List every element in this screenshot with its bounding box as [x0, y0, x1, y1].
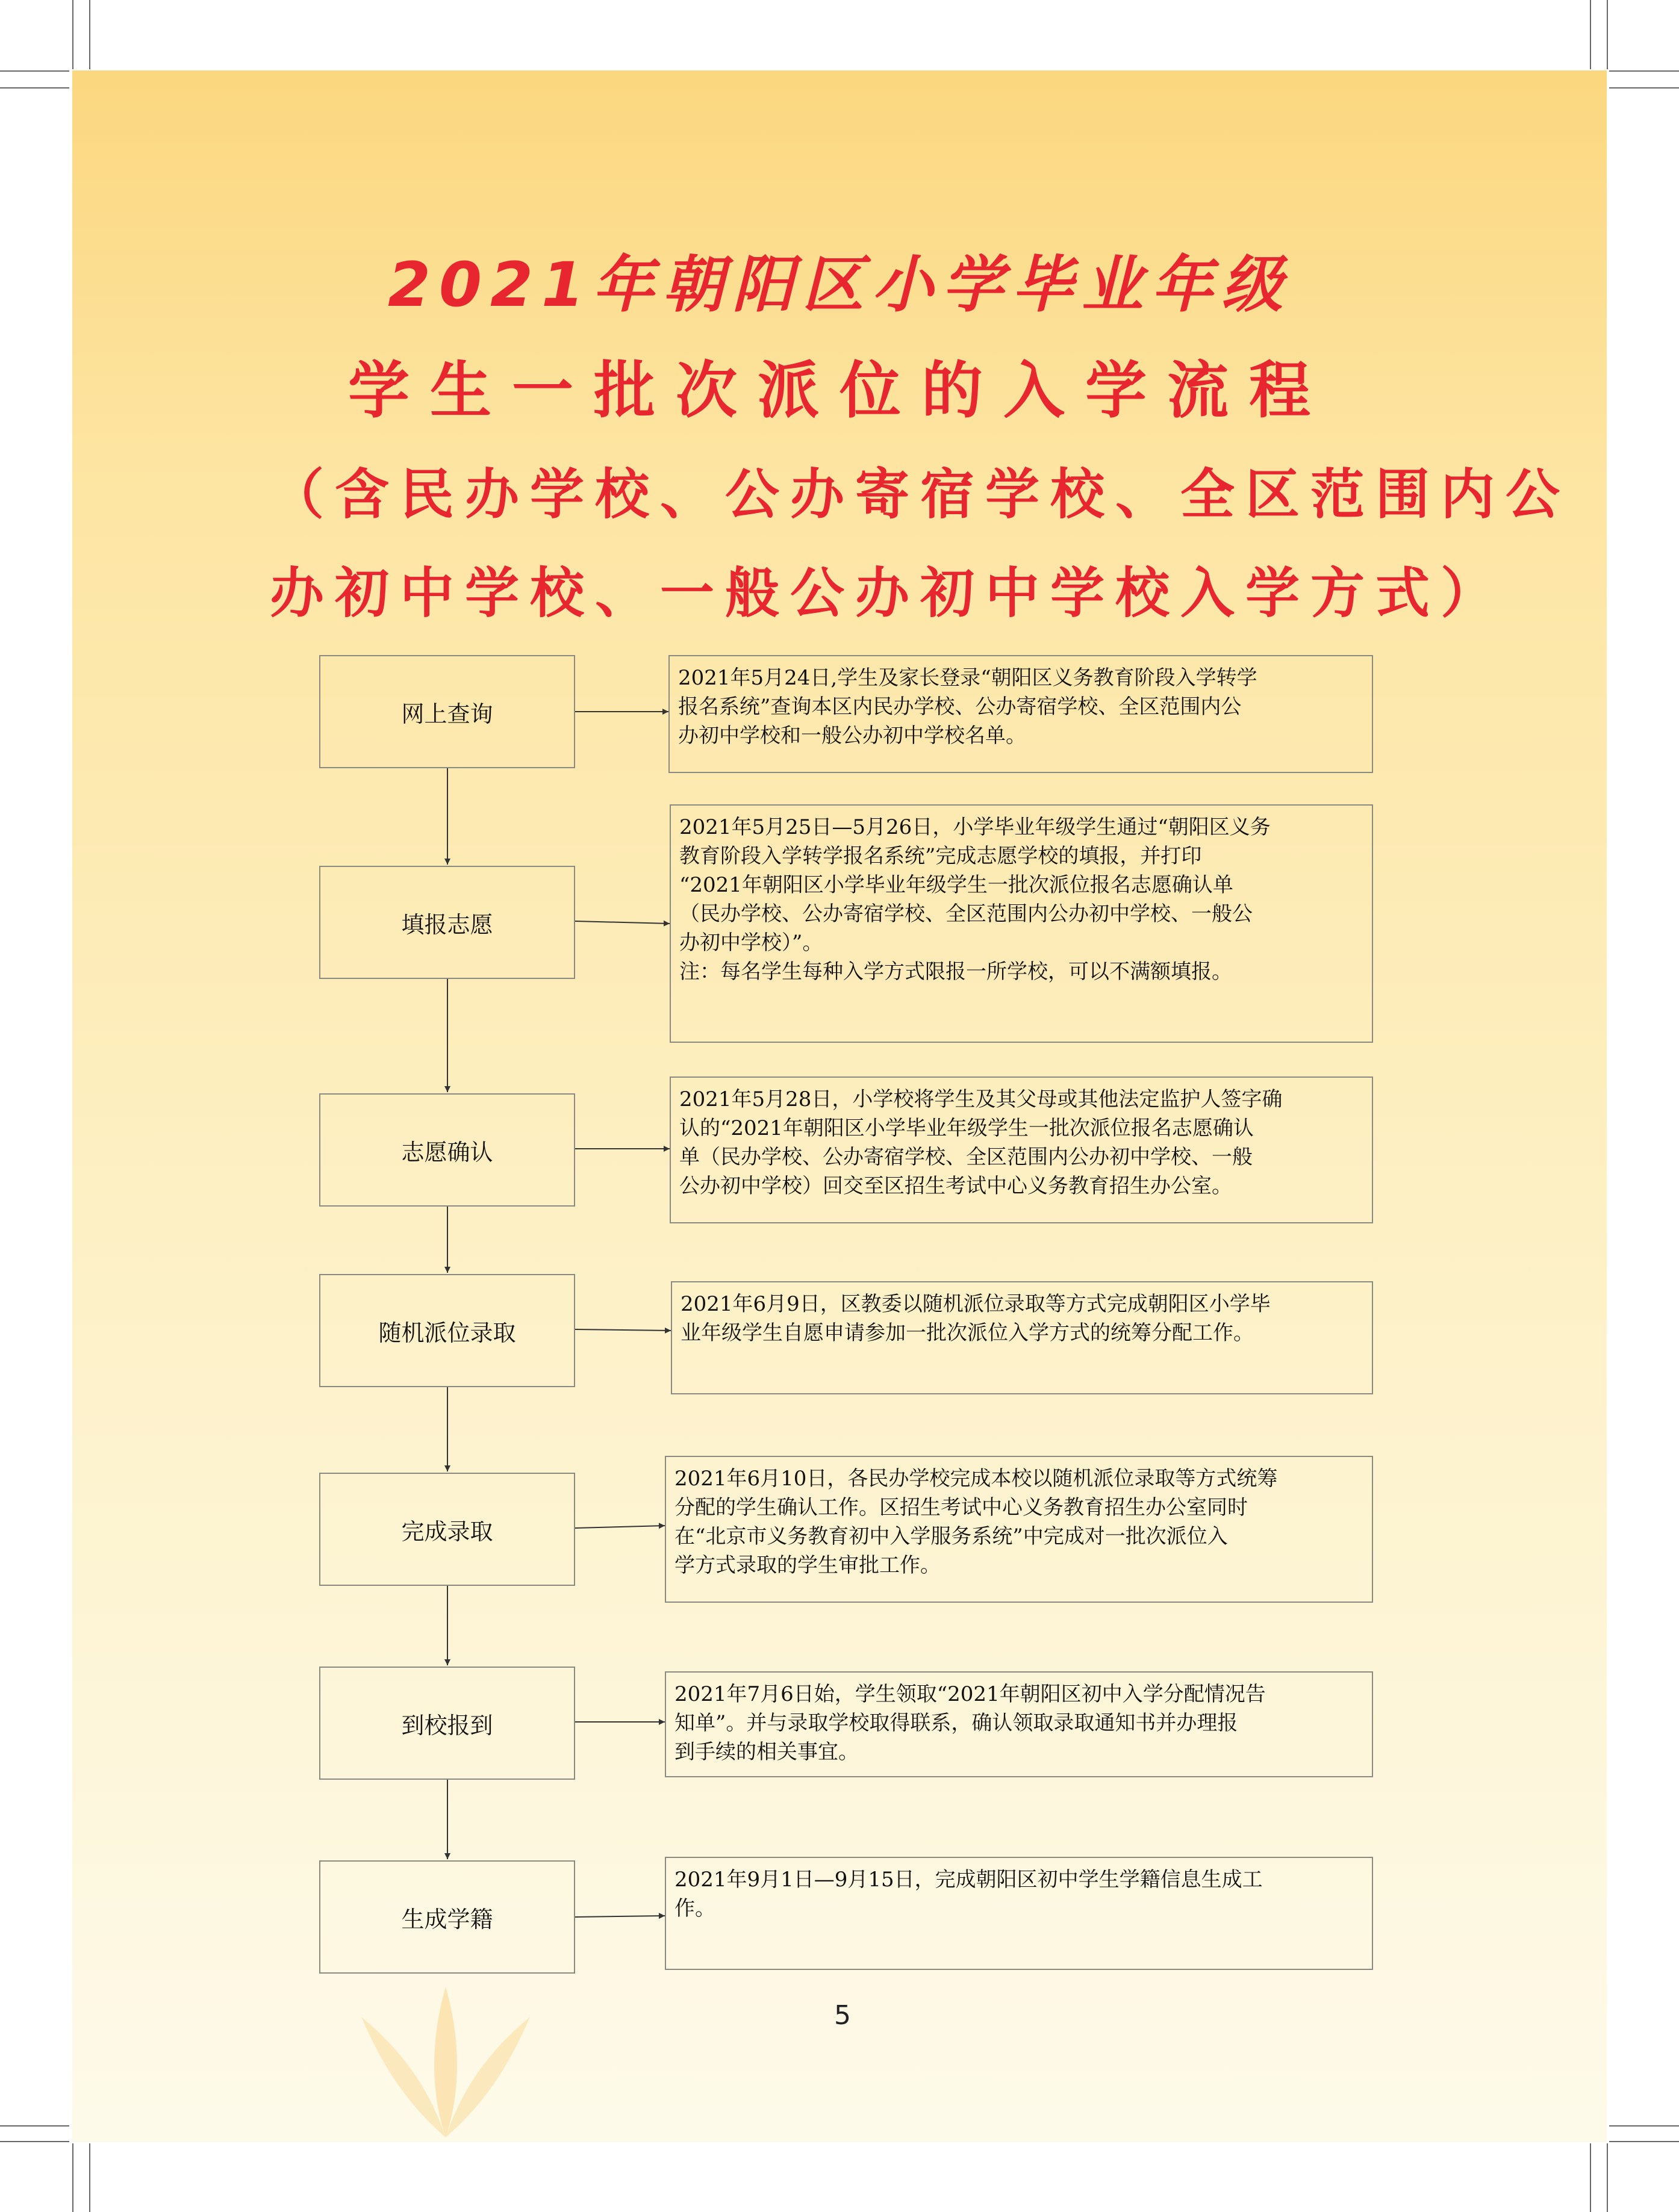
flow-arrow-right — [575, 1329, 671, 1331]
step-desc-generate-enrollment: 2021年9月1日—9月15日，完成朝阳区初中学生学籍信息生成工 作。 — [665, 1857, 1373, 1970]
title-line-1: 2021年朝阳区小学毕业年级 — [388, 249, 1291, 321]
step-box-preference-confirm: 志愿确认 — [319, 1093, 575, 1207]
step-box-school-registration: 到校报到 — [319, 1667, 575, 1780]
step-box-online-query: 网上查询 — [319, 655, 575, 768]
step-desc-school-registration: 2021年7月6日始，学生领取“2021年朝阳区初中入学分配情况告 知单”。并与录取学校取得联系，确认领取录取通知书并办理报 到手续的相关事宜。 — [665, 1671, 1373, 1777]
step-desc-random-assignment: 2021年6月9日，区教委以随机派位录取等方式完成朝阳区小学毕 业年级学生自愿申请参加一批次派位入学方式的统筹分配工作。 — [671, 1281, 1373, 1394]
page-number: 5 — [834, 2000, 851, 2031]
title-line-3: （含民办学校、公办寄宿学校、全区范围内公 — [270, 463, 1571, 526]
step-desc-complete-admission: 2021年6月10日，各民办学校完成本校以随机派位录取等方式统筹 分配的学生确认工作。区招生考试中心义务教育招生办公室同时 在“北京市义务教育初中入学服务系统”中完成对一批次派位入 学方式录取的学生审批工作。 — [665, 1456, 1373, 1603]
step-desc-preference-confirm: 2021年5月28日，小学校将学生及其父母或其他法定监护人签字确 认的“2021年朝阳区小学毕业年级学生一批次派位报名志愿确认 单（民办学校、公办寄宿学校、全区范围内公办初中学校、一般 公办初中学校）回交至区招生考试中心义务教育招生办公室。 — [670, 1076, 1373, 1223]
flow-arrow-right — [575, 921, 670, 924]
step-desc-fill-preferences: 2021年5月25日—5月26日，小学毕业年级学生通过“朝阳区义务 教育阶段入学转学报名系统”完成志愿学校的填报，并打印 “2021年朝阳区小学毕业年级学生一批次派位报名志愿确认单 （民办学校、公办寄宿学校、全区范围内公办初中学校、一般公 办初中学校）”。 注：每名学生每种入学方式限报一所学校，可以不满额填报。 — [670, 804, 1373, 1043]
step-desc-online-query: 2021年5月24日,学生及家长登录“朝阳区义务教育阶段入学转学 报名系统”查询本区内民办学校、公办寄宿学校、全区范围内公 办初中学校和一般公办初中学校名单。 — [668, 655, 1373, 773]
step-box-generate-enrollment: 生成学籍 — [319, 1860, 575, 1974]
step-box-random-assignment: 随机派位录取 — [319, 1274, 575, 1387]
title-line-2: 学生一批次派位的入学流程 — [348, 355, 1331, 427]
step-box-fill-preferences: 填报志愿 — [319, 866, 575, 979]
flow-arrow-right — [575, 1916, 665, 1917]
flow-arrow-right — [575, 1526, 665, 1528]
title-line-4: 办初中学校、一般公办初中学校入学方式） — [270, 562, 1506, 625]
step-box-complete-admission: 完成录取 — [319, 1473, 575, 1586]
